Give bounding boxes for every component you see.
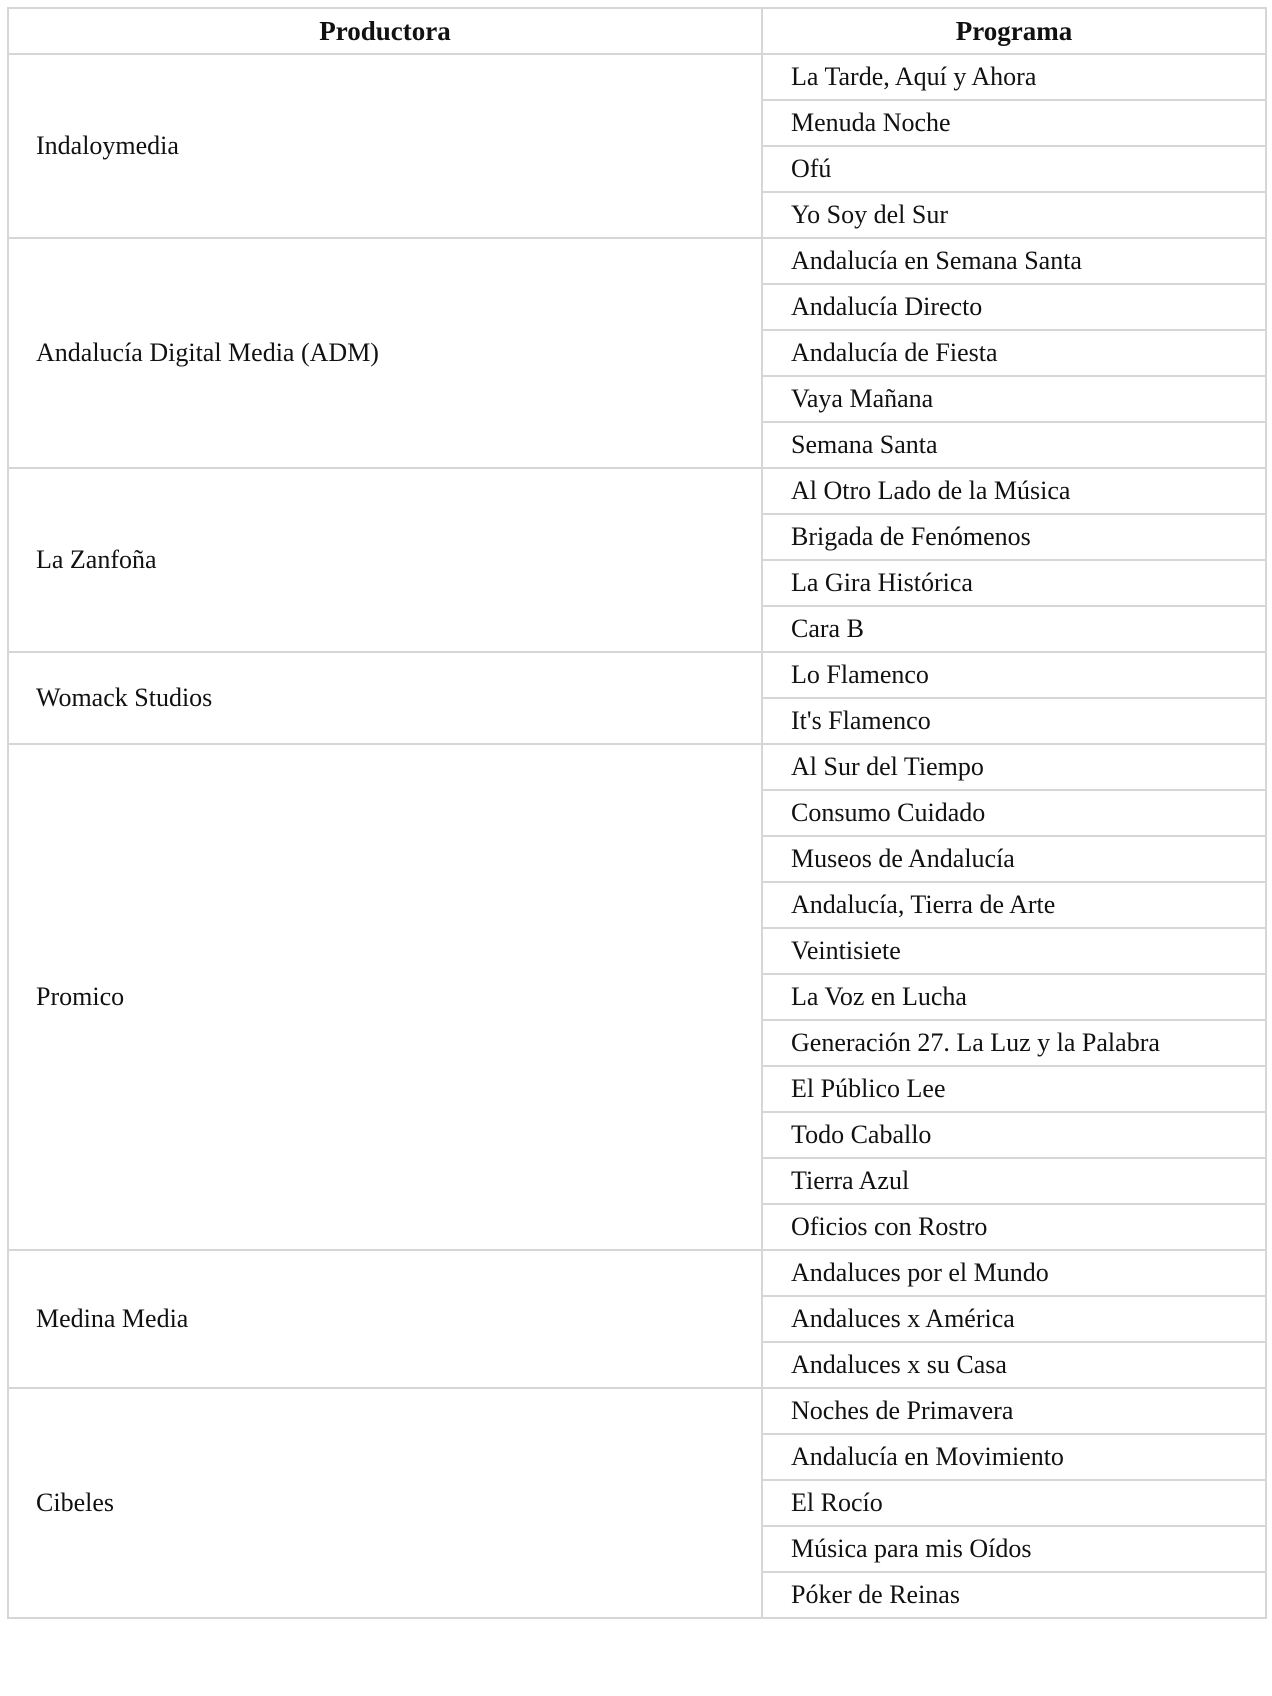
program-cell: Brigada de Fenómenos bbox=[762, 514, 1266, 560]
table-row bbox=[8, 652, 1266, 698]
program-cell: Lo Flamenco bbox=[762, 652, 1266, 698]
table-row bbox=[8, 1250, 1266, 1296]
program-cell: Oficios con Rostro bbox=[762, 1204, 1266, 1250]
program-cell: Noches de Primavera bbox=[762, 1388, 1266, 1434]
program-cell: It's Flamenco bbox=[762, 698, 1266, 744]
producer-cell: Medina Media bbox=[8, 1250, 762, 1388]
table-row bbox=[8, 744, 1266, 790]
producer-cell: La Zanfoña bbox=[8, 468, 762, 652]
program-cell: Póker de Reinas bbox=[762, 1572, 1266, 1618]
program-cell: Andalucía, Tierra de Arte bbox=[762, 882, 1266, 928]
program-cell: Andaluces x su Casa bbox=[762, 1342, 1266, 1388]
producer-cell: Andalucía Digital Media (ADM) bbox=[8, 238, 762, 468]
program-cell: Andaluces x América bbox=[762, 1296, 1266, 1342]
program-cell: Consumo Cuidado bbox=[762, 790, 1266, 836]
producers-table bbox=[7, 7, 1267, 1619]
program-cell: Vaya Mañana bbox=[762, 376, 1266, 422]
program-cell: La Voz en Lucha bbox=[762, 974, 1266, 1020]
program-cell: El Rocío bbox=[762, 1480, 1266, 1526]
header-productora: Productora bbox=[8, 8, 762, 54]
table-body bbox=[8, 54, 1266, 1618]
program-cell: Andaluces por el Mundo bbox=[762, 1250, 1266, 1296]
producer-cell: Womack Studios bbox=[8, 652, 762, 744]
program-cell: Tierra Azul bbox=[762, 1158, 1266, 1204]
table-row bbox=[8, 468, 1266, 514]
program-cell: La Gira Histórica bbox=[762, 560, 1266, 606]
table-header bbox=[8, 8, 1266, 54]
producer-cell: Promico bbox=[8, 744, 762, 1250]
program-cell: Andalucía Directo bbox=[762, 284, 1266, 330]
program-cell: Generación 27. La Luz y la Palabra bbox=[762, 1020, 1266, 1066]
program-cell: Todo Caballo bbox=[762, 1112, 1266, 1158]
program-cell: Al Otro Lado de la Música bbox=[762, 468, 1266, 514]
program-cell: Andalucía en Movimiento bbox=[762, 1434, 1266, 1480]
program-cell: El Público Lee bbox=[762, 1066, 1266, 1112]
program-cell: Música para mis Oídos bbox=[762, 1526, 1266, 1572]
table-row bbox=[8, 54, 1266, 100]
program-cell: Menuda Noche bbox=[762, 100, 1266, 146]
program-cell: Veintisiete bbox=[762, 928, 1266, 974]
table-row bbox=[8, 238, 1266, 284]
table-row bbox=[8, 1388, 1266, 1434]
producer-cell: Cibeles bbox=[8, 1388, 762, 1618]
program-cell: Andalucía en Semana Santa bbox=[762, 238, 1266, 284]
program-cell: Cara B bbox=[762, 606, 1266, 652]
program-cell: Andalucía de Fiesta bbox=[762, 330, 1266, 376]
program-cell: Yo Soy del Sur bbox=[762, 192, 1266, 238]
header-programa: Programa bbox=[762, 8, 1266, 54]
program-cell: La Tarde, Aquí y Ahora bbox=[762, 54, 1266, 100]
program-cell: Ofú bbox=[762, 146, 1266, 192]
program-cell: Museos de Andalucía bbox=[762, 836, 1266, 882]
program-cell: Semana Santa bbox=[762, 422, 1266, 468]
header-row bbox=[8, 8, 1266, 54]
producer-cell: Indaloymedia bbox=[8, 54, 762, 238]
program-cell: Al Sur del Tiempo bbox=[762, 744, 1266, 790]
